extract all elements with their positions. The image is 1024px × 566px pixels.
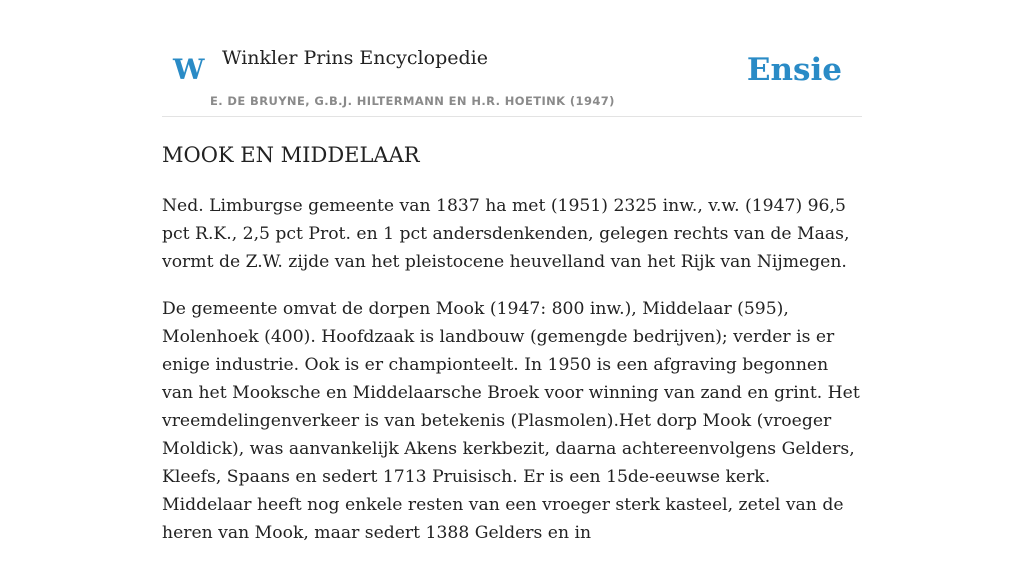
article-paragraph: De gemeente omvat de dorpen Mook (1947: 800 inw.), Middelaar (595), Molenhoek (400). Hoofdzaak is landbouw (gemengde bedrijven); verder is er enige industrie. Ook is er championteelt. In 1950 is een afgraving begonnen van het Mooksche en Middelaarsche Broek voor winning van zand en grint. Het vreemdelingenverkeer is van betekenis (Plasmolen).Het dorp Mook (vroeger Moldick), was aanvankelijk Akens kerkbezit, daarna achtereenvolgens Gelders, Kleefs, Spaans en sedert 1713 Pruisisch. Er is een 15de-eeuwse kerk. Middelaar heeft nog enkele resten van een vroeger sterk kasteel, zetel van de heren van Mook, maar sedert 1388 Gelders en in	[162, 299, 860, 543]
source-title[interactable]: Winkler Prins Encyclopedie	[222, 47, 488, 69]
source-header	[162, 0, 862, 117]
article-paragraph: Ned. Limburgse gemeente van 1837 ha met (1951) 2325 inw., v.w. (1947) 96,5 pct R.K., 2,5 pct Prot. en 1 pct andersdenkenden, gelegen rechts van de Maas, vormt de Z.W. zijde van het pleistocene heuvelland van het Rijk van Nijmegen.	[162, 196, 850, 272]
article-title: MOOK EN MIDDELAAR	[162, 143, 420, 167]
source-authors: E. DE BRUYNE, G.B.J. HILTERMANN EN H.R. HOETINK (1947)	[210, 94, 615, 108]
ensie-brand-link[interactable]: Ensie	[746, 52, 842, 88]
article	[162, 138, 862, 566]
winkler-prins-logo[interactable]: W	[173, 53, 205, 86]
article-body	[162, 192, 862, 547]
